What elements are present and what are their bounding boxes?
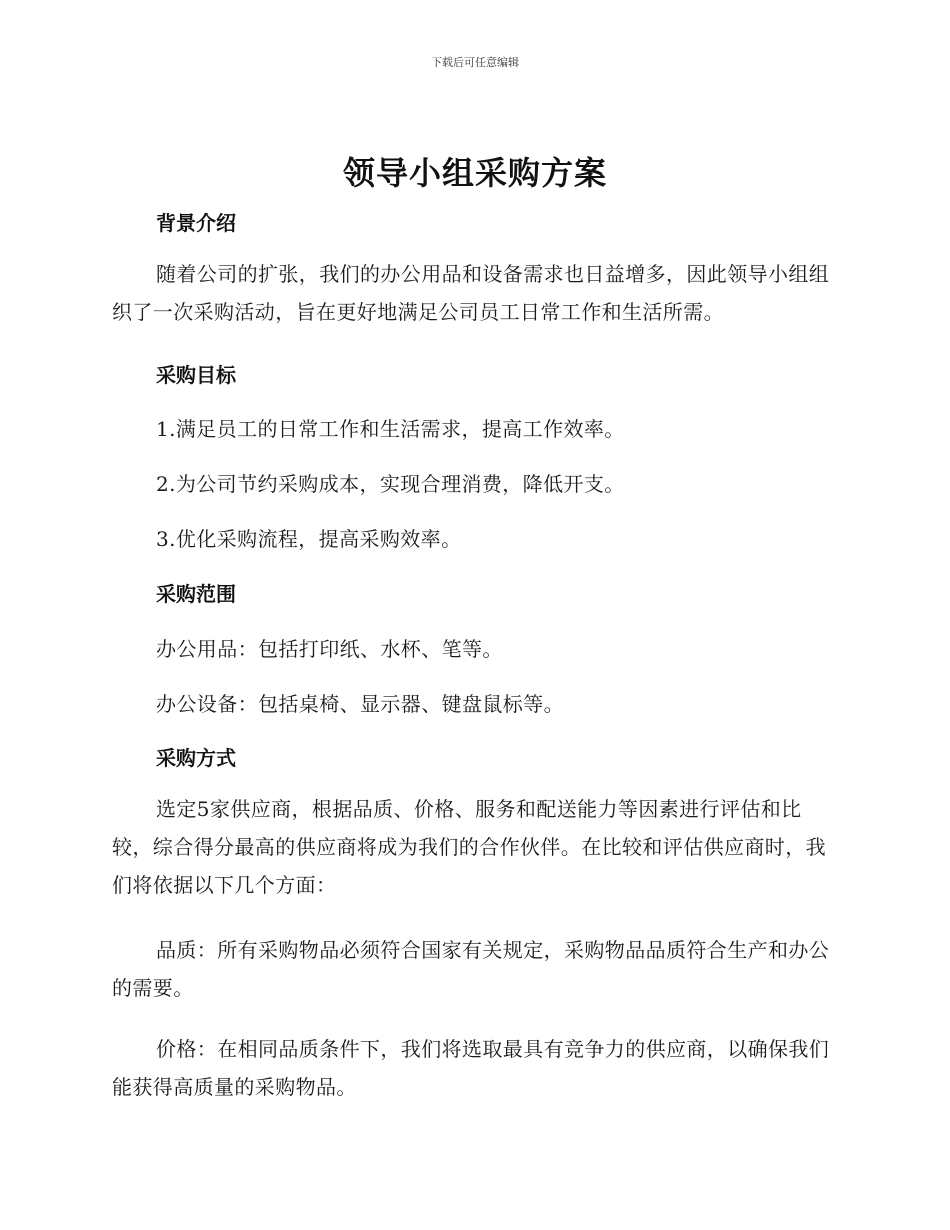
- method-paragraph-1: 选定5家供应商，根据品质、价格、服务和配送能力等因素进行评估和比较，综合得分最高的供应商将成为我们的合作伙伴。在比较和评估供应商时，我们将依据以下几个方面：: [112, 797, 826, 897]
- method-paragraph-quality: 品质：所有采购物品必须符合国家有关规定，采购物品品质符合生产和办公的需要。: [112, 938, 830, 1000]
- section-heading-scope: 采购范围: [156, 582, 236, 606]
- section-heading-goals: 采购目标: [156, 363, 236, 387]
- goal-item-3: 3.优化采购流程，提高采购效率。: [156, 527, 462, 551]
- header-note: 下载后可任意编辑: [431, 56, 519, 69]
- background-paragraph: 随着公司的扩张，我们的办公用品和设备需求也日益增多，因此领导小组组织了一次采购活动，旨在更好地满足公司员工日常工作和生活所需。: [112, 262, 830, 324]
- document-title: 领导小组采购方案: [342, 154, 607, 192]
- scope-item-1: 办公用品：包括打印纸、水杯、笔等。: [156, 637, 503, 661]
- scope-item-2: 办公设备：包括桌椅、显示器、键盘鼠标等。: [156, 692, 564, 716]
- section-heading-background: 背景介绍: [156, 211, 236, 235]
- goal-item-1: 1.满足员工的日常工作和生活需求，提高工作效率。: [156, 417, 625, 441]
- method-paragraph-price: 价格：在相同品质条件下，我们将选取最具有竞争力的供应商，以确保我们能获得高质量的采购物品。: [112, 1037, 830, 1099]
- goal-item-2: 2.为公司节约采购成本，实现合理消费，降低开支。: [156, 472, 625, 496]
- section-heading-method: 采购方式: [156, 746, 236, 770]
